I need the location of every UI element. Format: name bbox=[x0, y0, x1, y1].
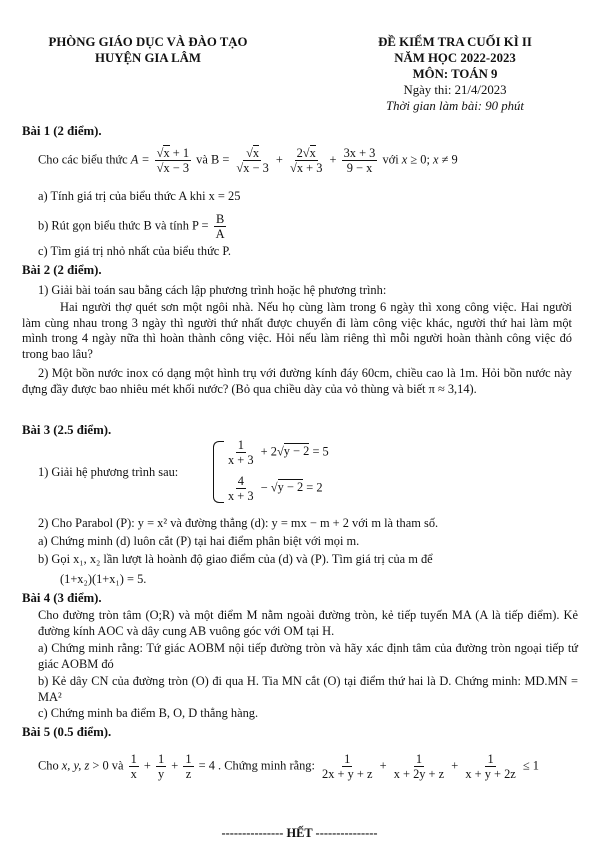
bai3-part2: 2) Cho Parabol (P): y = x² và đường thẳng (d): y = mx − m + 2 với m là tham số. bbox=[38, 516, 439, 530]
bai1-part-a: a) Tính giá trị của biểu thức A khi x = 25 bbox=[38, 189, 241, 203]
system-brace bbox=[213, 441, 224, 503]
exam-duration: Thời gian làm bài: 90 phút bbox=[385, 99, 524, 113]
bai1-title: Bài 1 (2 điểm). bbox=[22, 124, 102, 138]
bai3-title: Bài 3 (2.5 điểm). bbox=[22, 423, 112, 437]
equation-1: $\frac{1}{x + 3}$ + 2√y − 2 = 5 bbox=[228, 438, 329, 467]
bai3-part1: 1) Giải hệ phương trình sau: bbox=[38, 465, 179, 479]
bai4-part-a: a) Chứng minh rằng: Tứ giác AOBM nội tiếp đường tròn và hãy xác định tâm của đường tròn ngoại tiếp tứ giác AOBM đó bbox=[38, 641, 578, 671]
bai5-title: Bài 5 (0.5 điểm). bbox=[22, 725, 112, 739]
school-year: NĂM HỌC 2022-2023 bbox=[394, 51, 516, 65]
equation-2: $\frac{4}{x + 3}$ − √y − 2 = 2 bbox=[228, 474, 323, 503]
bai1-intro: Cho các biểu thức bbox=[38, 152, 128, 167]
fraction-a: $\frac{√x + 1}{√x - 3}$ bbox=[156, 146, 190, 175]
department-name: PHÒNG GIÁO DỤC VÀ ĐÀO TẠO bbox=[48, 35, 248, 49]
bai5-statement: Cho x, y, z > 0 và $\frac{1}{x}$ + $\frac{1}{y}$ + $\frac{1}{z}$ = 4 . Chứng minh rằng: $\frac{1}{2x + y + z}$ + $\frac{1}{x + 2y + z}$ + $\frac{1}{x + y + 2z}$ ≤ 1 bbox=[38, 752, 539, 781]
bai4-part-b: b) Kẻ dây CN của đường tròn (O) đi qua H. Tia MN cắt (O) tại điểm thứ hai là D. Chứng minh: MD.MN = MA² bbox=[38, 674, 578, 704]
exam-date: Ngày thi: 21/4/2023 bbox=[403, 83, 507, 97]
bai1-part-c: c) Tìm giá trị nhỏ nhất của biểu thức P. bbox=[38, 244, 231, 258]
bai3-part-a: a) Chứng minh (d) luôn cắt (P) tại hai điểm phân biệt với mọi m. bbox=[38, 534, 360, 548]
bai4-intro: Cho đường tròn tâm (O;R) và một điểm M nằm ngoài đường tròn, kẻ tiếp tuyến MA (A là tiếp điểm). Kẻ đường kính AOC và dây cung AB vuông góc với OM tại H. bbox=[38, 608, 578, 638]
bai3-condition: (1+x₂)(1+x₁) = 5. bbox=[60, 572, 147, 586]
end-marker: --------------- HẾT --------------- bbox=[221, 826, 378, 840]
bai4-part-c: c) Chứng minh ba điểm B, O, D thẳng hàng. bbox=[38, 706, 259, 720]
header-right bbox=[345, 34, 565, 114]
district-name: HUYỆN GIA LÂM bbox=[95, 51, 201, 65]
bai3-part-b: b) Gọi x₁, x₂ lần lượt là hoành độ giao điểm của (d) và (P). Tìm giá trị của m để bbox=[38, 552, 433, 566]
bai1-part-b: b) Rút gọn biểu thức B và tính P = $\frac{B}{A}$ bbox=[38, 212, 225, 241]
bai2-problem: Hai người thợ quét sơn một ngôi nhà. Nếu họ cùng làm trong 6 ngày thì xong công việc. Hai người làm cùng nhau trong 3 ngày thì người thứ nhất được chuyển đi làm công việc khác, người thứ hai làm một mình trong 4 ngày nữa thì hoàn thành công việc. Hỏi nếu làm riêng thì mỗi người hoàn thành công việc đó trong bao lâu? bbox=[22, 300, 572, 361]
header-left bbox=[33, 34, 263, 66]
exam-title: ĐỀ KIỂM TRA CUỐI KÌ II bbox=[378, 35, 532, 49]
subject: MÔN: TOÁN 9 bbox=[412, 67, 498, 81]
bai2-title: Bài 2 (2 điểm). bbox=[22, 263, 102, 277]
bai4-title: Bài 4 (3 điểm). bbox=[22, 591, 102, 605]
bai2-part2: 2) Một bồn nước inox có dạng một hình trụ với đường kính đáy 60cm, chiều cao là 1m. Hỏi bồn nước này đựng đầy được bao nhiêu mét khối nước? (Bỏ qua chiều dày của vỏ thùng và biết π ≈ 3,14). bbox=[22, 366, 572, 396]
bai2-part1: 1) Giải bài toán sau bằng cách lập phương trình hoặc hệ phương trình: bbox=[38, 283, 387, 297]
bai1-expressions: Cho các biểu thức A = $\frac{√x + 1}{√x - 3}$ và B = $\frac{√x}{√x - 3}$ + $\frac{2√x}{√x + 3}$ + $\frac{3x + 3}{9 - x}$ với x ≥ 0; x ≠ 9 bbox=[38, 146, 458, 175]
